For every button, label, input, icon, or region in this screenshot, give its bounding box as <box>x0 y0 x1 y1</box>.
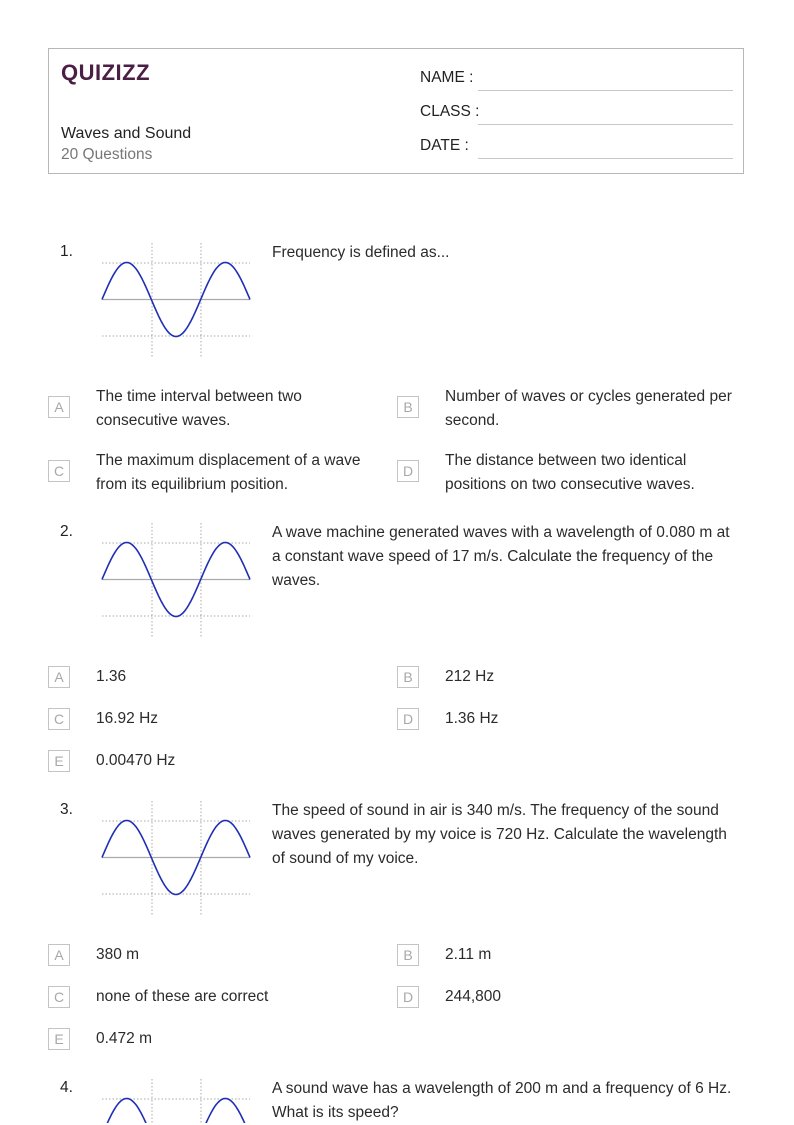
svg-text:QUIZIZZ: QUIZIZZ <box>61 60 151 85</box>
option-text[interactable]: 16.92 Hz <box>96 710 159 727</box>
question-number: 1. <box>60 243 73 260</box>
name-label: NAME : <box>420 69 474 86</box>
option-text[interactable]: 1.36 <box>96 668 127 685</box>
option-letter[interactable]: B <box>397 666 419 688</box>
option-text[interactable]: 380 m <box>96 946 140 963</box>
option-text[interactable]: 0.472 m <box>96 1030 153 1047</box>
worksheet-title: Waves and Sound <box>61 125 192 142</box>
question-text: A wave machine generated waves with a wavelength of 0.080 m at a constant wave speed of 17 m/s. Calculate the frequency of the waves. <box>272 524 730 589</box>
sine-wave-diagram <box>100 1079 252 1123</box>
date-label: DATE : <box>420 137 469 154</box>
name-field[interactable] <box>478 90 733 91</box>
question-number: 2. <box>60 523 73 540</box>
option-letter[interactable]: A <box>48 944 70 966</box>
option-letter[interactable]: C <box>48 986 70 1008</box>
class-label: CLASS : <box>420 103 480 120</box>
option-letter[interactable]: D <box>397 460 419 482</box>
option-letter[interactable]: E <box>48 750 70 772</box>
question-text: A sound wave has a wavelength of 200 m and a frequency of 6 Hz. What is its speed? <box>272 1080 732 1121</box>
sine-curve <box>102 1099 250 1124</box>
question-text: Frequency is defined as... <box>272 244 450 261</box>
quizizz-logo <box>61 59 153 85</box>
date-field[interactable] <box>478 158 733 159</box>
option-letter[interactable]: D <box>397 708 419 730</box>
option-letter[interactable]: A <box>48 666 70 688</box>
option-letter[interactable]: E <box>48 1028 70 1050</box>
worksheet-header <box>48 48 744 174</box>
option-text[interactable]: 2.11 m <box>445 946 492 963</box>
option-text[interactable]: The maximum displacement of a wave from its equilibrium position. <box>96 452 361 493</box>
option-text[interactable]: 1.36 Hz <box>445 710 499 727</box>
option-letter[interactable]: D <box>397 986 419 1008</box>
option-letter[interactable]: C <box>48 708 70 730</box>
sine-wave-diagram <box>100 243 252 357</box>
option-text[interactable]: none of these are correct <box>96 988 269 1005</box>
option-letter[interactable]: B <box>397 944 419 966</box>
option-text[interactable]: The time interval between two consecutive waves. <box>96 388 302 429</box>
class-field[interactable] <box>478 124 733 125</box>
question-text: The speed of sound in air is 340 m/s. The frequency of the sound waves generated by my voice is 720 Hz. Calculate the wavelength of sound of my voice. <box>272 802 727 867</box>
option-letter[interactable]: C <box>48 460 70 482</box>
option-text[interactable]: 0.00470 Hz <box>96 752 176 769</box>
question-count: 20 Questions <box>61 146 153 163</box>
option-letter[interactable]: B <box>397 396 419 418</box>
option-text[interactable]: 212 Hz <box>445 668 495 685</box>
option-text[interactable]: 244,800 <box>445 988 502 1005</box>
option-letter[interactable]: A <box>48 396 70 418</box>
sine-wave-diagram <box>100 523 252 637</box>
question-number: 3. <box>60 801 73 818</box>
sine-wave-diagram <box>100 801 252 915</box>
option-text[interactable]: The distance between two identical positions on two consecutive waves. <box>445 452 695 493</box>
option-text[interactable]: Number of waves or cycles generated per second. <box>445 388 732 429</box>
question-number: 4. <box>60 1079 73 1096</box>
